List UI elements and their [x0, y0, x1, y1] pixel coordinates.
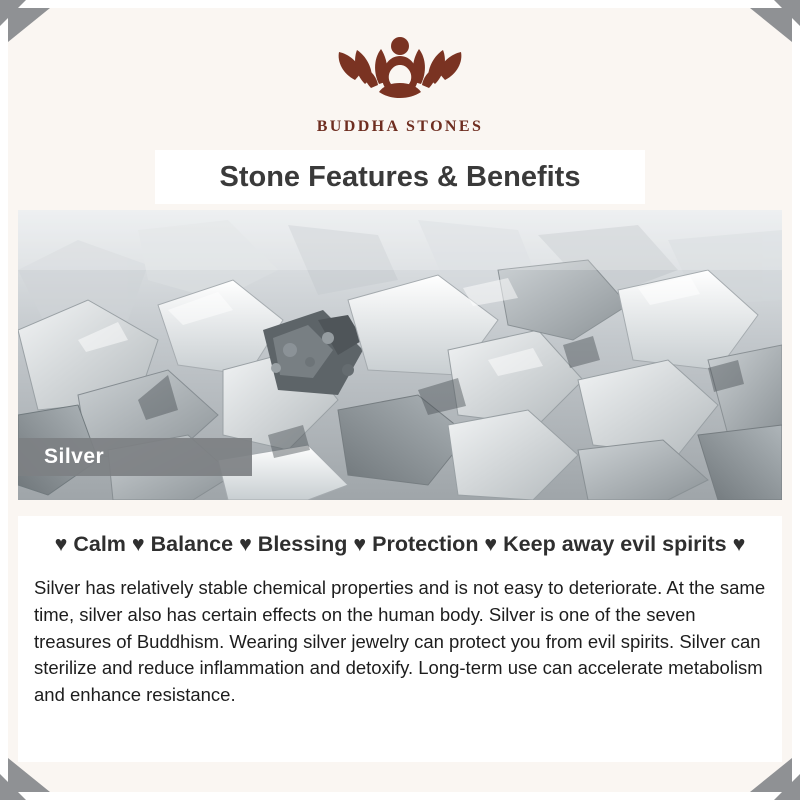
benefit-keywords: ♥ Calm ♥ Balance ♥ Blessing ♥ Protection ♥ Keep away evil spirits ♥ — [54, 532, 746, 556]
corner-triangle-bottom-left-icon — [0, 774, 26, 800]
content-panel — [18, 516, 782, 762]
frame-edge-bottom — [0, 792, 800, 800]
corner-triangle-bottom-right-icon — [774, 774, 800, 800]
hero-image — [18, 210, 782, 500]
title-banner — [0, 150, 800, 204]
brand-name: BUDDHA STONES — [316, 118, 484, 135]
page-title: Stone Features & Benefits — [219, 161, 581, 193]
brand-header — [0, 0, 800, 136]
lotus-meditating-buddha-icon — [325, 22, 475, 114]
description-text: Silver has relatively stable chemical properties and is not easy to deteriorate. At the same time, silver also has certain effects on the human body. Silver is one of the seven treasures of Buddhism. Wearing silver jewelry can protect you from evil spirits. Silver can sterilize and reduce inflammation and detoxify. Long-term use can accelerate metabolism and enhance resistance. — [34, 577, 766, 706]
hero-caption: Silver — [18, 438, 252, 476]
